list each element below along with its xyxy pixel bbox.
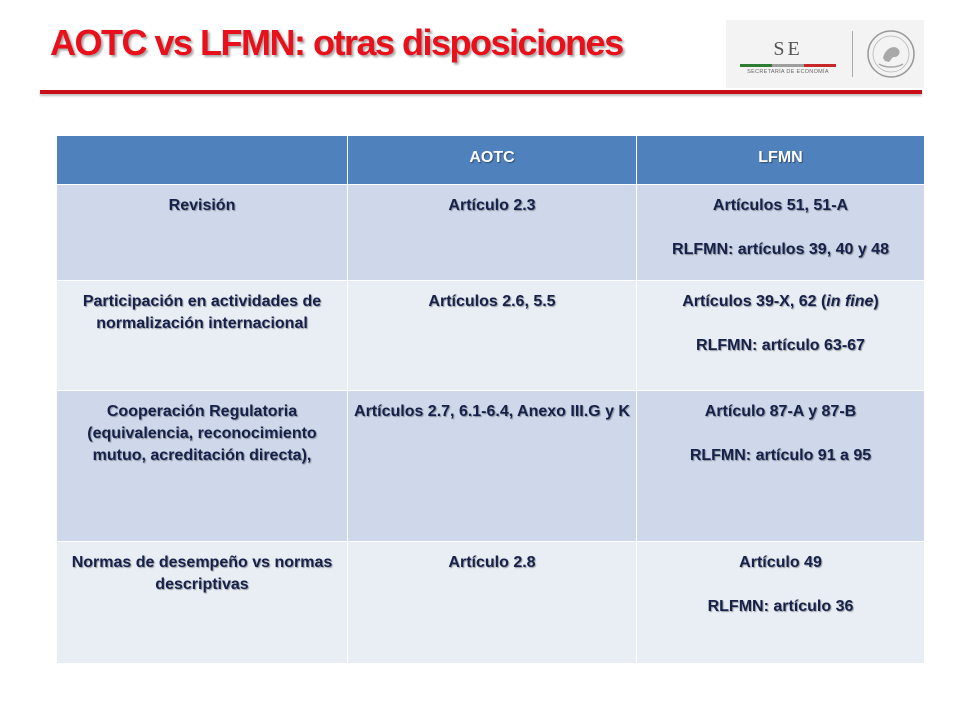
lfmn-line-italic: in fine: [826, 293, 874, 310]
rlfmn-line: RLFMN: artículo 36: [707, 598, 854, 615]
header-cell-lfmn: LFMN: [637, 136, 925, 185]
lfmn-cell: [637, 281, 925, 391]
lfmn-cell: [637, 185, 925, 281]
header-cell-aotc: AOTC: [348, 136, 637, 185]
row-label: Revisión: [57, 185, 348, 281]
logo-abbr: SE: [773, 37, 803, 60]
logo-divider: [852, 31, 853, 77]
lfmn-line: Artículos 51, 51-A: [712, 197, 849, 214]
row-label: Normas de desempeño vs normas descriptivas: [57, 542, 348, 664]
lfmn-line-post: ): [873, 293, 879, 310]
aotc-cell: Artículo 2.3: [348, 185, 637, 281]
aotc-cell: Artículos 2.6, 5.5: [348, 281, 637, 391]
aotc-cell: Artículos 2.7, 6.1-6.4, Anexo III.G y K: [348, 391, 637, 542]
table-row: [57, 185, 925, 281]
table-row: [57, 391, 925, 542]
slide-title: AOTC vs LFMN: otras disposiciones: [50, 22, 623, 63]
rlfmn-line: RLFMN: artículo 91 a 95: [689, 447, 872, 464]
aotc-cell: Artículo 2.8: [348, 542, 637, 664]
coat-of-arms-icon: [865, 28, 917, 80]
logo-name: SECRETARÍA DE ECONOMÍA: [747, 68, 829, 75]
rlfmn-line: RLFMN: artículo 63-67: [696, 337, 865, 354]
row-label: Cooperación Regulatoria (equivalencia, reconocimiento mutuo, acreditación directa),: [57, 391, 348, 542]
comparison-table: [56, 135, 925, 664]
secretaria-economia-logo: [726, 20, 924, 88]
logo-bar-red: [804, 64, 836, 67]
lfmn-line-pre: Artículos 39-X, 62 (: [682, 293, 827, 310]
header-cell-empty: [57, 136, 348, 185]
lfmn-line: Artículo 49: [739, 554, 822, 571]
logo-wordmark: [726, 34, 844, 75]
logo-flag-bars: [740, 64, 836, 67]
table-row: [57, 542, 925, 664]
logo-bar-green: [740, 64, 772, 67]
lfmn-cell: [637, 391, 925, 542]
lfmn-line: Artículo 87-A y 87-B: [704, 403, 857, 420]
row-label: Participación en actividades de normalización internacional: [57, 281, 348, 391]
rlfmn-line: RLFMN: artículos 39, 40 y 48: [672, 241, 889, 258]
logo-bar-grey: [772, 64, 804, 67]
title-underline: [40, 90, 922, 94]
table-header-row: [57, 136, 925, 185]
lfmn-cell: [637, 542, 925, 664]
table-row: [57, 281, 925, 391]
